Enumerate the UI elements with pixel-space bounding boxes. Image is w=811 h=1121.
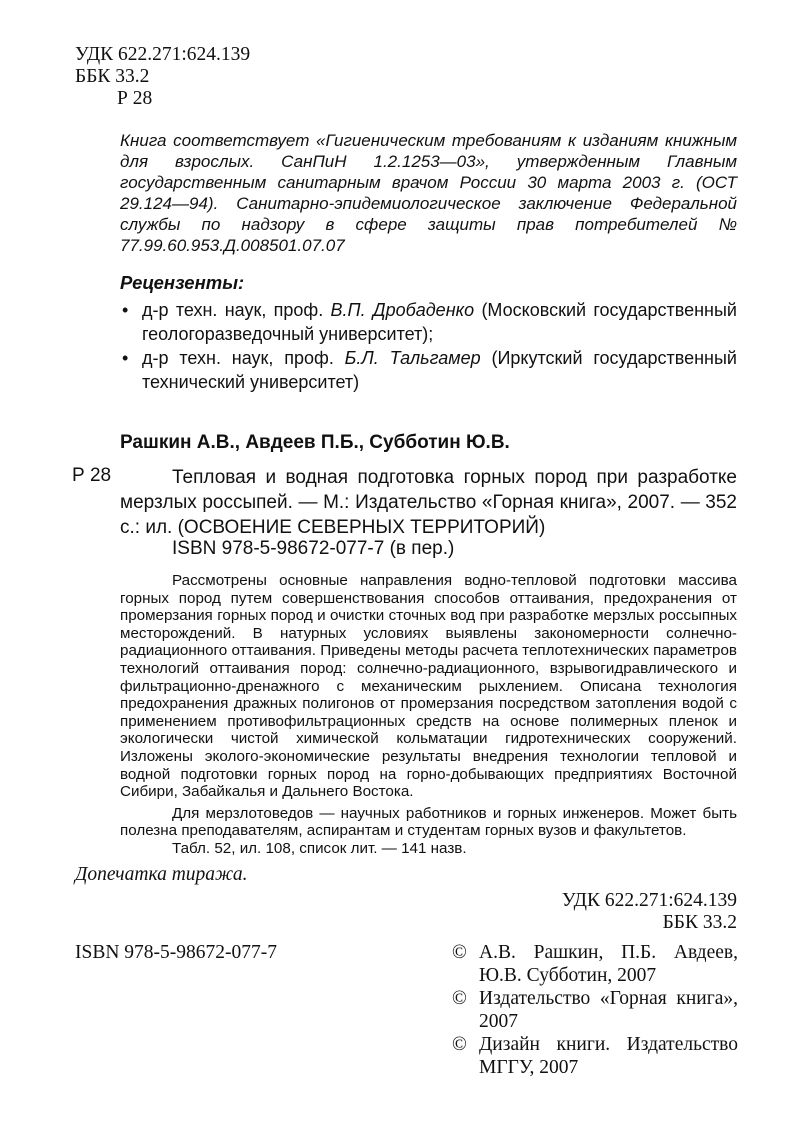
- bbk-code: ББК 33.2: [75, 66, 150, 87]
- bbk-code: ББК 33.2: [662, 912, 737, 933]
- abstract-paragraph: Рассмотрены основные направления водно-тепловой подготовки массива горных пород путем совершенствования способов оттаивания, предохранения от промерзания горных пород и очистки сточных вод при разработке мерзлых россыпных месторождений. В натурных условиях выявлены закономерности солнечно-радиационного оттаивания. Приведены методы расчета теплотехнических параметров технологий оттаивания пород: солнечно-радиационного, взрывогидравлического и фильтрационно-дренажного с механическим рыхлением. Описана технология предохранения дражных полигонов от промерзания посредством затопления водой с применением противофильтрационных средств на основе полимерных пленок и экологически чистой химической кольматации гидротехнических сооружений. Изложены эколого-экономические результаты внедрения технологии тепловой и водной подготовки горных пород на горно-добывающих предприятиях Восточной Сибири, Забайкалья и Дальнего Востока.: [120, 572, 737, 801]
- copyright-list: [452, 942, 738, 1080]
- reviewers-title: Рецензенты:: [120, 272, 245, 293]
- isbn-bottom: ISBN 978-5-98672-077-7: [75, 942, 278, 963]
- abstract-paragraph: Для мерзлотоведов — научных работников и горных инженеров. Может быть полезна преподавателям, аспирантам и студентам горных вузов и факультетов.: [120, 804, 737, 840]
- copyright-icon: ©: [452, 1034, 467, 1055]
- reviewer-degree: д-р техн. наук, проф.: [142, 348, 334, 368]
- copyright-item: [452, 1034, 738, 1079]
- top-classification: [75, 44, 250, 110]
- copyright-icon: ©: [452, 942, 467, 963]
- reviewer-name: В.П. Дробаденко: [330, 300, 475, 320]
- tables-line: Табл. 52, ил. 108, список лит. — 141 назв.: [172, 840, 467, 857]
- copyright-text: Дизайн книги. Издательство МГГУ, 2007: [479, 1034, 738, 1078]
- udk-code: УДК 622.271:624.139: [75, 44, 251, 65]
- bottom-classification: [400, 890, 737, 934]
- copyright-icon: ©: [452, 988, 467, 1009]
- udk-code: УДК 622.271:624.139: [561, 890, 737, 911]
- abstract: [120, 572, 737, 840]
- isbn-line: ISBN 978-5-98672-077-7 (в пер.): [172, 538, 455, 559]
- copyright-text: Издательство «Горная книга», 2007: [479, 988, 738, 1032]
- reviewer-item: [120, 298, 737, 346]
- reviewers-list: [120, 298, 737, 394]
- hygiene-note-text: Книга соответствует «Гигиеническим требованиям к изданиям книжным для взрослых. СанПиН 1.2.1253—03», утвержденным Главным государственным санитарным врачом России 30 марта 2003 г. (ОСТ 29.124—94). Санитарно-эпидемиологическое заключение Федеральной службы по надзору в сфере защиты прав потребителей № 77.99.60.953.Д.008501.07.07: [120, 131, 737, 255]
- catalog-code: Р 28: [72, 465, 112, 486]
- reviewer-affiliation: (Иркутский государственный технический университет): [142, 348, 737, 392]
- authors-heading: Рашкин А.В., Авдеев П.Б., Субботин Ю.В.: [120, 432, 510, 453]
- hygiene-note: [120, 130, 737, 256]
- reviewer-degree: д-р техн. наук, проф.: [142, 300, 324, 320]
- author-sign-code: Р 28: [117, 88, 153, 109]
- reprint-note: Допечатка тиража.: [75, 864, 248, 885]
- reviewer-item: [120, 346, 737, 394]
- bibliographic-description: Тепловая и водная подготовка горных пород при разработке мерзлых россыпей. — М.: Издательство «Горная книга», 2007. — 352 с.: ил. (ОСВОЕНИЕ СЕВЕРНЫХ ТЕРРИТОРИЙ): [120, 467, 737, 538]
- reviewer-affiliation: (Московский государственный геологоразведочный университет);: [142, 300, 737, 344]
- bullet-icon: •: [122, 348, 129, 368]
- copyright-text: А.В. Рашкин, П.Б. Авдеев, Ю.В. Субботин, 2007: [479, 942, 738, 986]
- reviewer-name: Б.Л. Тальгамер: [344, 348, 481, 368]
- copyright-item: [452, 988, 738, 1033]
- bullet-icon: •: [122, 300, 129, 320]
- copyright-item: [452, 942, 738, 987]
